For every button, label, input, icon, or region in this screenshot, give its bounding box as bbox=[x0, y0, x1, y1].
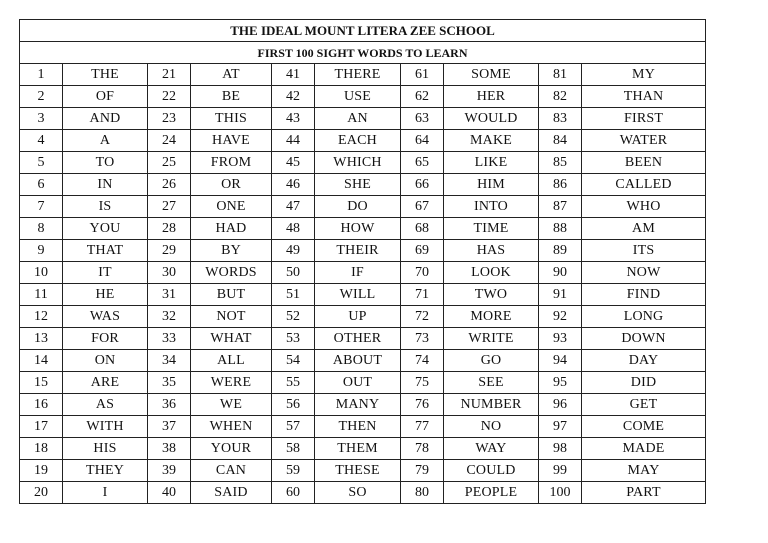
sight-word: THIS bbox=[191, 108, 272, 130]
word-number: 54 bbox=[272, 350, 315, 372]
word-number: 100 bbox=[539, 482, 582, 504]
word-number: 96 bbox=[539, 394, 582, 416]
sight-word: BUT bbox=[191, 284, 272, 306]
word-number: 91 bbox=[539, 284, 582, 306]
sight-words-sheet bbox=[19, 19, 705, 504]
sight-word: DID bbox=[582, 372, 706, 394]
word-number: 73 bbox=[401, 328, 444, 350]
sight-word: WAS bbox=[63, 306, 148, 328]
sight-word: SOME bbox=[444, 64, 539, 86]
table-row bbox=[20, 130, 706, 152]
sight-word: ITS bbox=[582, 240, 706, 262]
table-row bbox=[20, 394, 706, 416]
word-number: 95 bbox=[539, 372, 582, 394]
sight-word: AN bbox=[315, 108, 401, 130]
word-number: 72 bbox=[401, 306, 444, 328]
table-row bbox=[20, 218, 706, 240]
word-number: 31 bbox=[148, 284, 191, 306]
sight-word: HER bbox=[444, 86, 539, 108]
sight-word: WHO bbox=[582, 196, 706, 218]
word-number: 81 bbox=[539, 64, 582, 86]
sight-word: WITH bbox=[63, 416, 148, 438]
sight-word: WOULD bbox=[444, 108, 539, 130]
sight-word: SO bbox=[315, 482, 401, 504]
word-number: 30 bbox=[148, 262, 191, 284]
word-number: 87 bbox=[539, 196, 582, 218]
table-row bbox=[20, 64, 706, 86]
word-number: 10 bbox=[20, 262, 63, 284]
table-row bbox=[20, 350, 706, 372]
sight-word: OUT bbox=[315, 372, 401, 394]
sight-word: AND bbox=[63, 108, 148, 130]
table-row bbox=[20, 482, 706, 504]
word-number: 11 bbox=[20, 284, 63, 306]
word-number: 16 bbox=[20, 394, 63, 416]
table-row bbox=[20, 262, 706, 284]
sight-word: IN bbox=[63, 174, 148, 196]
word-number: 89 bbox=[539, 240, 582, 262]
sight-word: THERE bbox=[315, 64, 401, 86]
sight-word: THAN bbox=[582, 86, 706, 108]
sight-word: BY bbox=[191, 240, 272, 262]
sight-word: DO bbox=[315, 196, 401, 218]
sight-word: FOR bbox=[63, 328, 148, 350]
document-title: THE IDEAL MOUNT LITERA ZEE SCHOOL bbox=[20, 20, 706, 42]
sight-word: HIM bbox=[444, 174, 539, 196]
table-row bbox=[20, 152, 706, 174]
sight-word: IF bbox=[315, 262, 401, 284]
sight-word: GO bbox=[444, 350, 539, 372]
word-number: 13 bbox=[20, 328, 63, 350]
word-number: 61 bbox=[401, 64, 444, 86]
sight-word: NO bbox=[444, 416, 539, 438]
table-row bbox=[20, 240, 706, 262]
word-number: 28 bbox=[148, 218, 191, 240]
table-row bbox=[20, 86, 706, 108]
sight-word: LOOK bbox=[444, 262, 539, 284]
sight-word: HIS bbox=[63, 438, 148, 460]
sight-word: MADE bbox=[582, 438, 706, 460]
word-number: 62 bbox=[401, 86, 444, 108]
sight-word: THEIR bbox=[315, 240, 401, 262]
sight-word: COULD bbox=[444, 460, 539, 482]
sight-word: WAY bbox=[444, 438, 539, 460]
word-number: 59 bbox=[272, 460, 315, 482]
table-row bbox=[20, 328, 706, 350]
sight-word: WATER bbox=[582, 130, 706, 152]
word-number: 53 bbox=[272, 328, 315, 350]
sight-word: HE bbox=[63, 284, 148, 306]
sight-word: BEEN bbox=[582, 152, 706, 174]
sight-word: CALLED bbox=[582, 174, 706, 196]
sight-word: COME bbox=[582, 416, 706, 438]
table-row bbox=[20, 284, 706, 306]
sight-word: WHEN bbox=[191, 416, 272, 438]
sight-word: THAT bbox=[63, 240, 148, 262]
word-number: 78 bbox=[401, 438, 444, 460]
sight-word: INTO bbox=[444, 196, 539, 218]
sight-word: EACH bbox=[315, 130, 401, 152]
sight-word: ON bbox=[63, 350, 148, 372]
word-number: 2 bbox=[20, 86, 63, 108]
sight-word: CAN bbox=[191, 460, 272, 482]
sight-word: THEM bbox=[315, 438, 401, 460]
word-number: 77 bbox=[401, 416, 444, 438]
subtitle-row bbox=[20, 42, 706, 64]
word-number: 12 bbox=[20, 306, 63, 328]
sight-word: THEN bbox=[315, 416, 401, 438]
sight-word: WHAT bbox=[191, 328, 272, 350]
word-number: 79 bbox=[401, 460, 444, 482]
sight-word: A bbox=[63, 130, 148, 152]
word-number: 75 bbox=[401, 372, 444, 394]
word-number: 56 bbox=[272, 394, 315, 416]
word-number: 37 bbox=[148, 416, 191, 438]
word-number: 34 bbox=[148, 350, 191, 372]
word-number: 41 bbox=[272, 64, 315, 86]
word-number: 45 bbox=[272, 152, 315, 174]
word-number: 84 bbox=[539, 130, 582, 152]
sight-word: LIKE bbox=[444, 152, 539, 174]
word-number: 15 bbox=[20, 372, 63, 394]
word-number: 46 bbox=[272, 174, 315, 196]
sight-word: SEE bbox=[444, 372, 539, 394]
word-number: 76 bbox=[401, 394, 444, 416]
word-number: 55 bbox=[272, 372, 315, 394]
word-number: 24 bbox=[148, 130, 191, 152]
sight-word: OR bbox=[191, 174, 272, 196]
sight-word: AS bbox=[63, 394, 148, 416]
word-number: 90 bbox=[539, 262, 582, 284]
word-number: 40 bbox=[148, 482, 191, 504]
word-number: 22 bbox=[148, 86, 191, 108]
sight-word: ABOUT bbox=[315, 350, 401, 372]
word-number: 17 bbox=[20, 416, 63, 438]
table-row bbox=[20, 438, 706, 460]
word-number: 32 bbox=[148, 306, 191, 328]
word-number: 93 bbox=[539, 328, 582, 350]
table-row bbox=[20, 196, 706, 218]
word-number: 86 bbox=[539, 174, 582, 196]
word-number: 7 bbox=[20, 196, 63, 218]
word-number: 80 bbox=[401, 482, 444, 504]
word-number: 8 bbox=[20, 218, 63, 240]
sight-word: GET bbox=[582, 394, 706, 416]
sight-word: ARE bbox=[63, 372, 148, 394]
sight-word: SAID bbox=[191, 482, 272, 504]
sight-word: NOW bbox=[582, 262, 706, 284]
sight-word: MY bbox=[582, 64, 706, 86]
word-number: 4 bbox=[20, 130, 63, 152]
word-number: 5 bbox=[20, 152, 63, 174]
word-number: 63 bbox=[401, 108, 444, 130]
sight-word: PEOPLE bbox=[444, 482, 539, 504]
word-number: 98 bbox=[539, 438, 582, 460]
word-number: 51 bbox=[272, 284, 315, 306]
word-number: 97 bbox=[539, 416, 582, 438]
sight-word: TIME bbox=[444, 218, 539, 240]
word-number: 36 bbox=[148, 394, 191, 416]
sight-word: OTHER bbox=[315, 328, 401, 350]
word-number: 23 bbox=[148, 108, 191, 130]
word-number: 99 bbox=[539, 460, 582, 482]
word-number: 18 bbox=[20, 438, 63, 460]
sight-word: USE bbox=[315, 86, 401, 108]
sight-word: DAY bbox=[582, 350, 706, 372]
word-number: 50 bbox=[272, 262, 315, 284]
sight-word: SHE bbox=[315, 174, 401, 196]
sight-word: HAVE bbox=[191, 130, 272, 152]
word-number: 71 bbox=[401, 284, 444, 306]
word-number: 88 bbox=[539, 218, 582, 240]
word-number: 19 bbox=[20, 460, 63, 482]
word-number: 21 bbox=[148, 64, 191, 86]
sight-word: TWO bbox=[444, 284, 539, 306]
sight-word: THESE bbox=[315, 460, 401, 482]
word-number: 38 bbox=[148, 438, 191, 460]
sight-word: I bbox=[63, 482, 148, 504]
word-number: 58 bbox=[272, 438, 315, 460]
sight-word: LONG bbox=[582, 306, 706, 328]
title-row bbox=[20, 20, 706, 42]
word-number: 20 bbox=[20, 482, 63, 504]
word-number: 64 bbox=[401, 130, 444, 152]
sight-word: DOWN bbox=[582, 328, 706, 350]
sight-words-table bbox=[19, 19, 706, 504]
sight-word: MAKE bbox=[444, 130, 539, 152]
table-row bbox=[20, 108, 706, 130]
sight-word: TO bbox=[63, 152, 148, 174]
sight-word: IT bbox=[63, 262, 148, 284]
word-number: 49 bbox=[272, 240, 315, 262]
sight-word: AT bbox=[191, 64, 272, 86]
sight-word: MORE bbox=[444, 306, 539, 328]
word-number: 48 bbox=[272, 218, 315, 240]
word-number: 57 bbox=[272, 416, 315, 438]
sight-word: FIRST bbox=[582, 108, 706, 130]
sight-word: NUMBER bbox=[444, 394, 539, 416]
word-number: 47 bbox=[272, 196, 315, 218]
sight-word: WHICH bbox=[315, 152, 401, 174]
sight-word: AM bbox=[582, 218, 706, 240]
sight-word: MANY bbox=[315, 394, 401, 416]
word-number: 66 bbox=[401, 174, 444, 196]
sight-word: HAD bbox=[191, 218, 272, 240]
table-row bbox=[20, 306, 706, 328]
table-row bbox=[20, 460, 706, 482]
word-number: 74 bbox=[401, 350, 444, 372]
word-number: 94 bbox=[539, 350, 582, 372]
sight-word: FROM bbox=[191, 152, 272, 174]
word-number: 52 bbox=[272, 306, 315, 328]
sight-word: WERE bbox=[191, 372, 272, 394]
word-number: 3 bbox=[20, 108, 63, 130]
word-number: 60 bbox=[272, 482, 315, 504]
sight-word: BE bbox=[191, 86, 272, 108]
sight-word: YOUR bbox=[191, 438, 272, 460]
word-number: 83 bbox=[539, 108, 582, 130]
sight-word: PART bbox=[582, 482, 706, 504]
word-number: 33 bbox=[148, 328, 191, 350]
sight-word: WE bbox=[191, 394, 272, 416]
word-number: 1 bbox=[20, 64, 63, 86]
sight-word: MAY bbox=[582, 460, 706, 482]
word-number: 42 bbox=[272, 86, 315, 108]
sight-word: THEY bbox=[63, 460, 148, 482]
sight-word: IS bbox=[63, 196, 148, 218]
word-number: 26 bbox=[148, 174, 191, 196]
sight-word: FIND bbox=[582, 284, 706, 306]
word-number: 39 bbox=[148, 460, 191, 482]
sight-word: OF bbox=[63, 86, 148, 108]
sight-word: HOW bbox=[315, 218, 401, 240]
word-number: 82 bbox=[539, 86, 582, 108]
word-number: 92 bbox=[539, 306, 582, 328]
table-row bbox=[20, 416, 706, 438]
sight-word: THE bbox=[63, 64, 148, 86]
sight-word: UP bbox=[315, 306, 401, 328]
word-number: 35 bbox=[148, 372, 191, 394]
sight-word: WILL bbox=[315, 284, 401, 306]
sight-word: NOT bbox=[191, 306, 272, 328]
word-number: 69 bbox=[401, 240, 444, 262]
table-row bbox=[20, 174, 706, 196]
document-subtitle: FIRST 100 SIGHT WORDS TO LEARN bbox=[20, 42, 706, 64]
sight-word: WORDS bbox=[191, 262, 272, 284]
word-number: 65 bbox=[401, 152, 444, 174]
sight-word: YOU bbox=[63, 218, 148, 240]
word-number: 44 bbox=[272, 130, 315, 152]
sight-word: ONE bbox=[191, 196, 272, 218]
word-number: 85 bbox=[539, 152, 582, 174]
table-row bbox=[20, 372, 706, 394]
sight-word: HAS bbox=[444, 240, 539, 262]
word-number: 29 bbox=[148, 240, 191, 262]
sight-word: ALL bbox=[191, 350, 272, 372]
word-number: 67 bbox=[401, 196, 444, 218]
word-number: 43 bbox=[272, 108, 315, 130]
word-number: 27 bbox=[148, 196, 191, 218]
word-number: 25 bbox=[148, 152, 191, 174]
word-number: 9 bbox=[20, 240, 63, 262]
sight-word: WRITE bbox=[444, 328, 539, 350]
word-number: 68 bbox=[401, 218, 444, 240]
word-number: 6 bbox=[20, 174, 63, 196]
word-number: 14 bbox=[20, 350, 63, 372]
word-number: 70 bbox=[401, 262, 444, 284]
